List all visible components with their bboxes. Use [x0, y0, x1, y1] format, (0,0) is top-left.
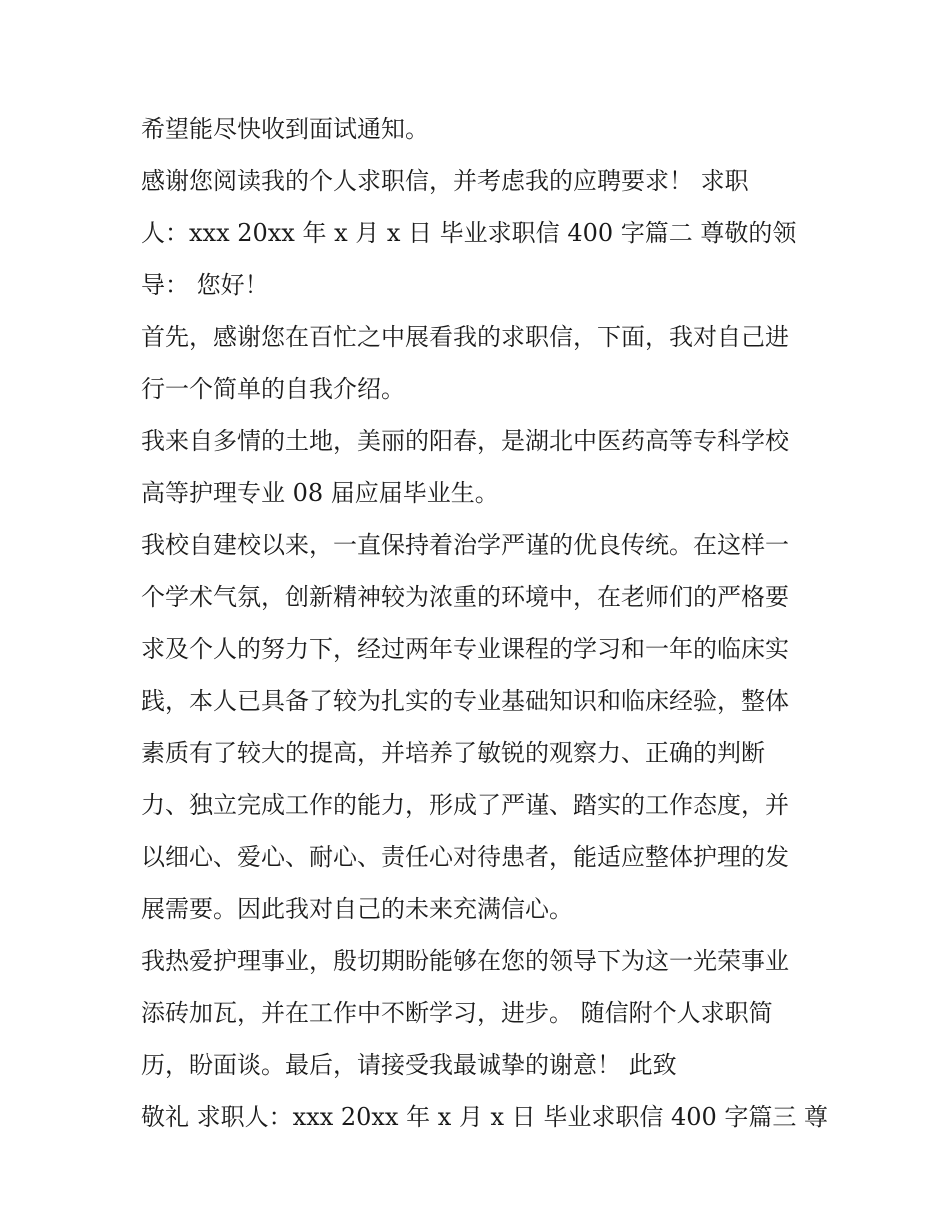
text-line: 希望能尽快收到面试通知。 [141, 115, 429, 143]
text-line: 行一个简单的自我介绍。 [141, 375, 405, 403]
text-line: 素质有了较大的提高，并培养了敏锐的观察力、正确的判断 [141, 739, 765, 767]
text-line: 力、独立完成工作的能力，形成了严谨、踏实的工作态度，并 [141, 791, 789, 819]
text-line: 添砖加瓦，并在工作中不断学习，进步。 随信附个人求职简 [141, 999, 773, 1027]
text-line: 导： 您好！ [141, 271, 269, 299]
text-line: 求及个人的努力下，经过两年专业课程的学习和一年的临床实 [141, 635, 789, 663]
text-line: 我来自多情的土地，美丽的阳春，是湖北中医药高等专科学校 [141, 427, 789, 455]
text-line: 我热爱护理事业，殷切期盼能够在您的领导下为这一光荣事业 [141, 947, 789, 975]
text-line: 人：xxx 20xx 年 x 月 x 日 毕业求职信 400 字篇二 尊敬的领 [141, 219, 797, 247]
text-line: 高等护理专业 08 届应届毕业生。 [141, 479, 499, 507]
text-line: 感谢您阅读我的个人求职信，并考虑我的应聘要求！ 求职 [141, 167, 749, 195]
text-line: 践，本人已具备了较为扎实的专业基础知识和临床经验，整体 [141, 687, 789, 715]
text-line: 展需要。因此我对自己的未来充满信心。 [141, 895, 573, 923]
text-line: 首先，感谢您在百忙之中展看我的求职信，下面，我对自己进 [141, 323, 789, 351]
text-line: 历，盼面谈。最后，请接受我最诚挚的谢意！ 此致 [141, 1051, 677, 1079]
text-line: 敬礼 求职人：xxx 20xx 年 x 月 x 日 毕业求职信 400 字篇三 尊 [141, 1103, 829, 1131]
letter-body [141, 103, 829, 1143]
text-line: 我校自建校以来，一直保持着治学严谨的优良传统。在这样一 [141, 531, 789, 559]
text-line: 以细心、爱心、耐心、责任心对待患者，能适应整体护理的发 [141, 843, 789, 871]
text-line: 个学术气氛，创新精神较为浓重的环境中，在老师们的严格要 [141, 583, 789, 611]
